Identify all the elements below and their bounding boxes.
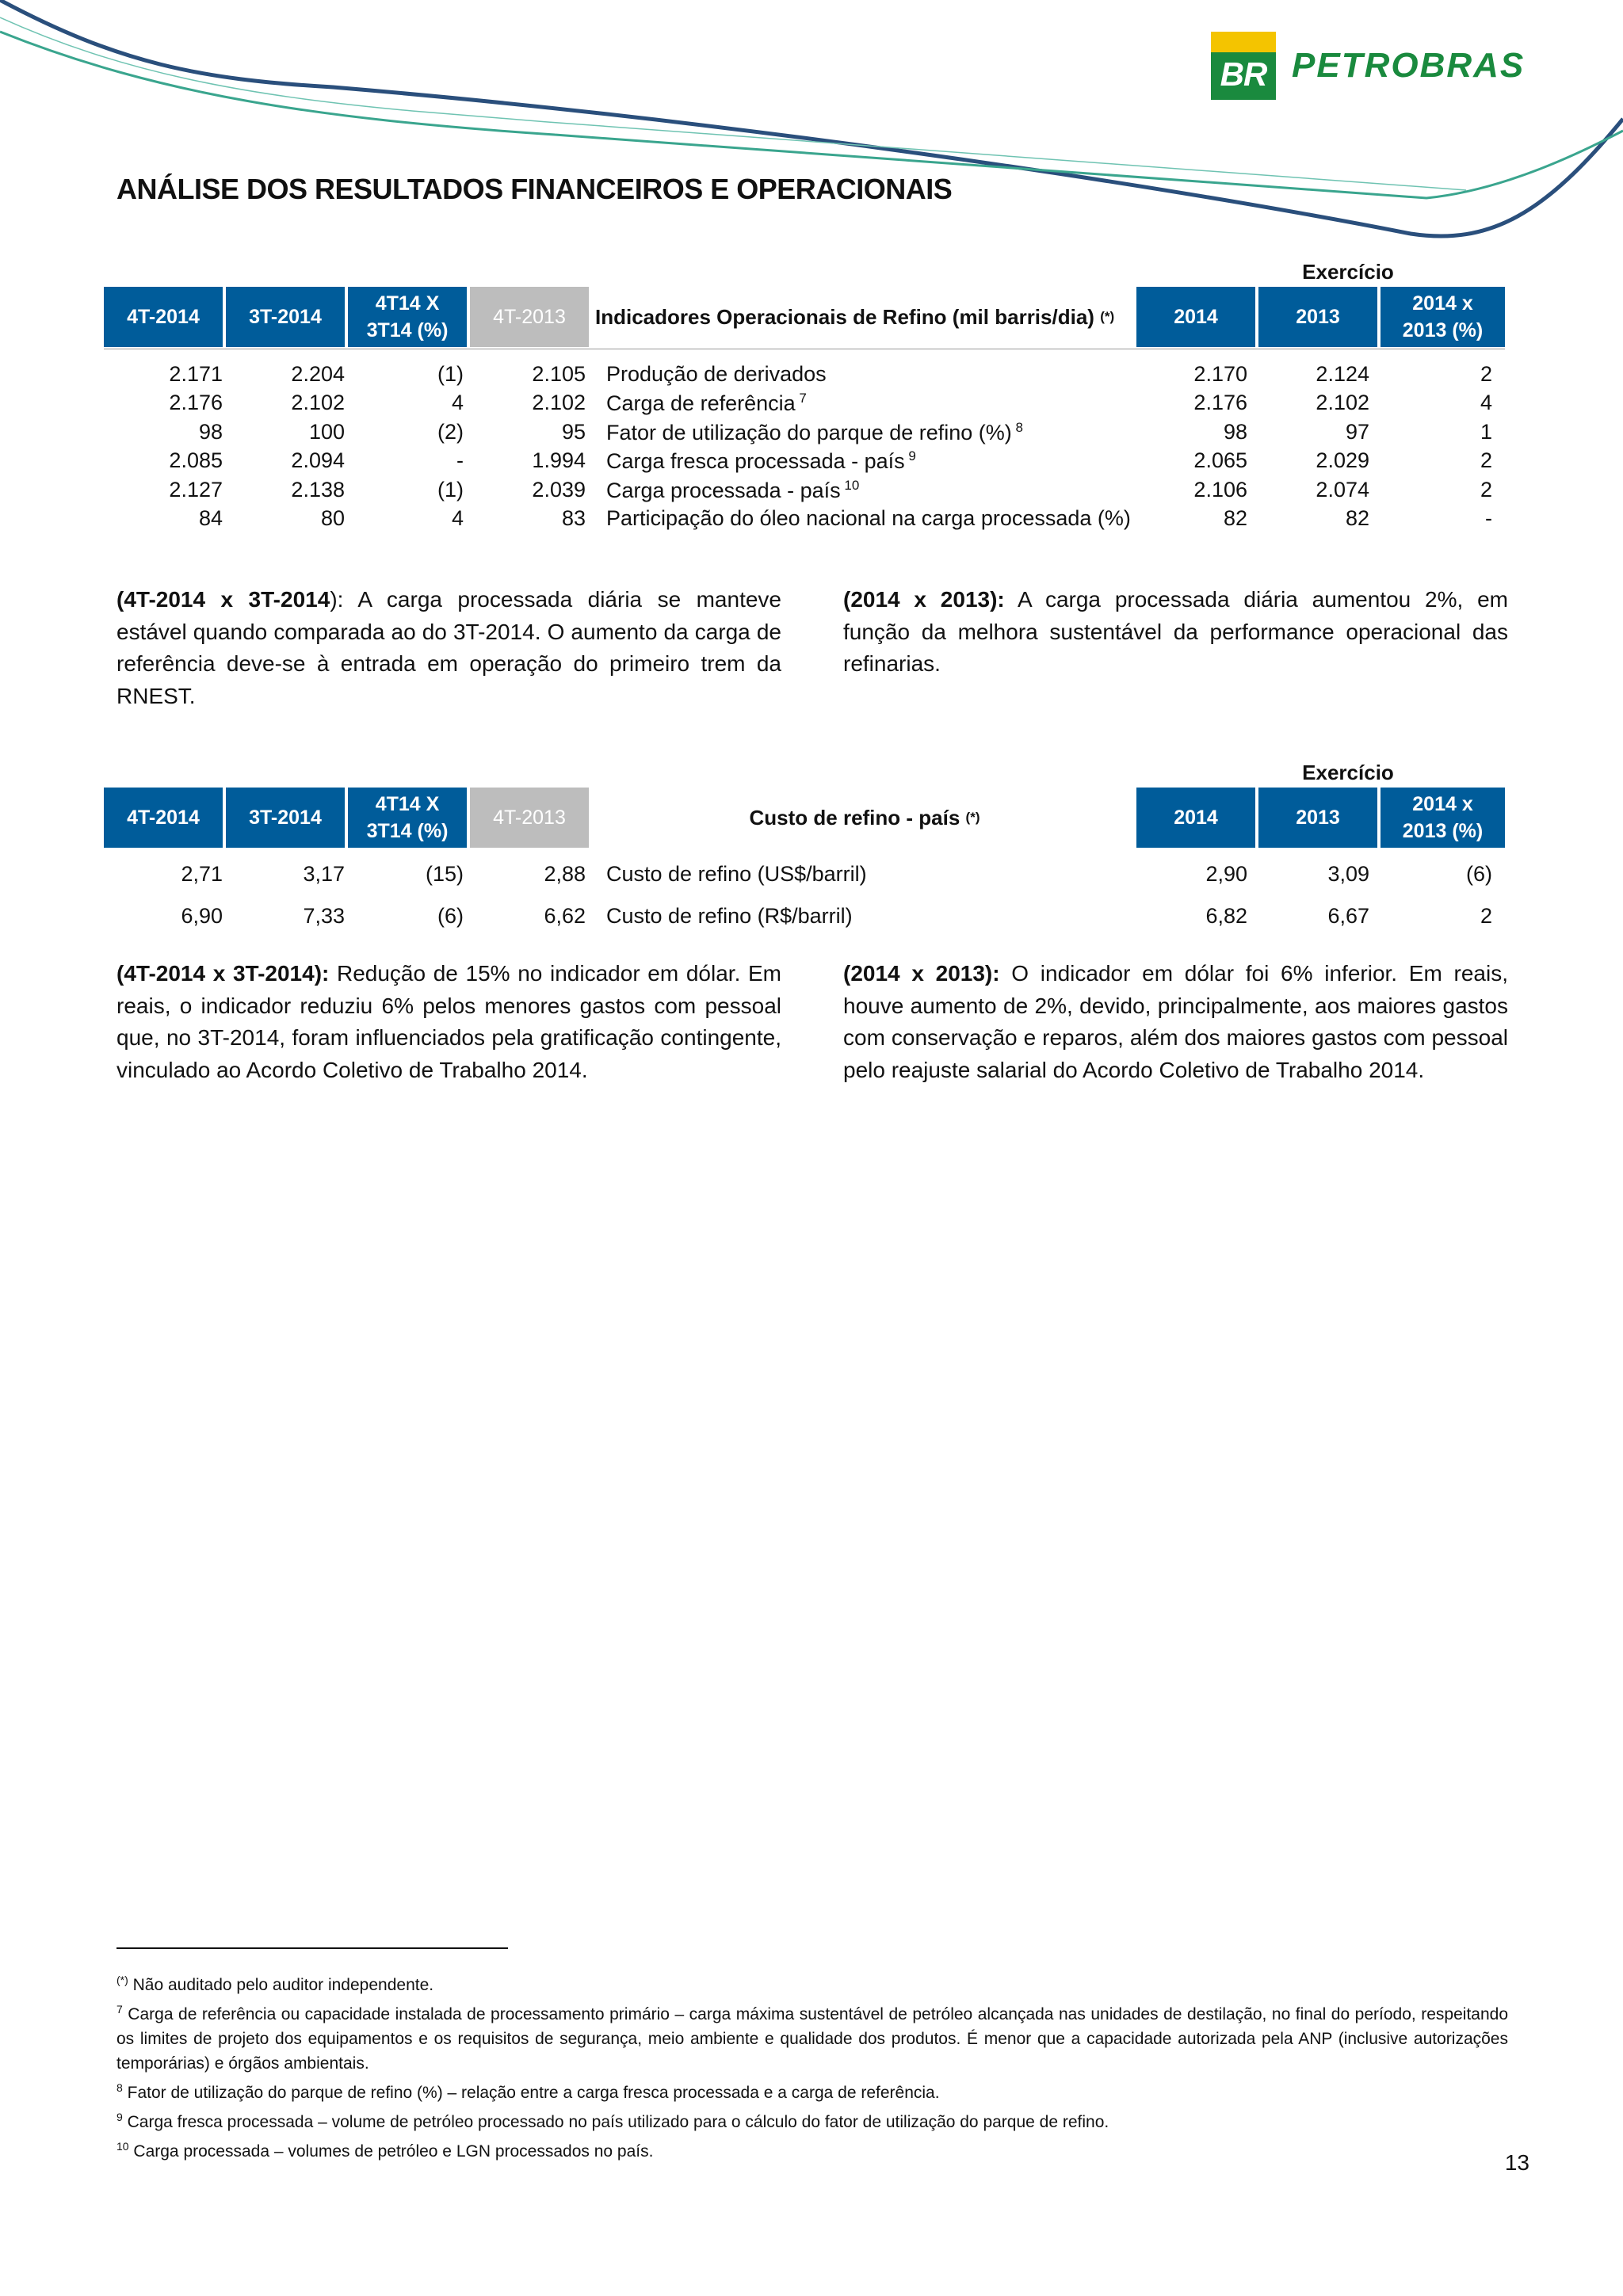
footnote-text: Carga processada – volumes de petróleo e LGN processados no país.: [128, 2142, 654, 2161]
table-cell: 2.106: [1193, 477, 1247, 502]
col-header-line1: 2014 x: [1412, 292, 1473, 315]
footnote-text: Não auditado pelo auditor independente.: [128, 1976, 434, 1994]
footnote-mark: 10: [116, 2140, 129, 2153]
table-cell: 2.176: [169, 391, 223, 415]
table-cell: 2.102: [1316, 391, 1369, 415]
row-label: Carga de referência $^7$: [606, 391, 807, 416]
col-header-line1: 4T14 X: [375, 292, 440, 315]
table-row: [104, 420, 1505, 448]
table-cell: 2.102: [532, 391, 586, 415]
table-cell: (1): [437, 362, 464, 386]
table-cell: (6): [1466, 862, 1492, 886]
table-row: [104, 391, 1505, 419]
comparison-label: (2014 x 2013):: [843, 587, 1005, 612]
table-cell: 2.074: [1316, 477, 1369, 502]
table-cell: 4: [451, 391, 464, 415]
table-cell: 6,90: [181, 904, 223, 928]
col-header-4t14-vs-3t14: [348, 788, 467, 848]
col-header-line1: 4T14 X: [375, 793, 440, 815]
refining-cost-table: [104, 761, 1505, 946]
row-label: Produção de derivados: [606, 362, 827, 386]
col-header-4t2013: 4T-2013: [470, 287, 589, 347]
row-label: Carga processada - país $^{10}$: [606, 477, 860, 502]
table-cell: 97: [1345, 419, 1369, 444]
footnote: [116, 2105, 1508, 2134]
table-cell: (2): [437, 419, 464, 444]
table-cell: 2.204: [291, 362, 345, 386]
table-body: [104, 362, 1505, 535]
br-logo-mark: [1211, 32, 1276, 100]
footnote-text: Carga de referência ou capacidade instalada de processamento primário – carga máxima sustentável de petróleo alcançada nas unidades de destilação, no final do período, respeitando os limites de projeto dos equipamentos e os requisitos de segurança, meio ambiente e qualidade dos produtos. É menor que a capacidade autorizada pela ANP (inclusive autorizações temporárias) e órgãos ambientais.: [116, 2005, 1508, 2073]
table-cell: 2: [1480, 904, 1492, 928]
petrobras-wordmark: PETROBRAS: [1292, 46, 1526, 85]
table-cell: 2.102: [291, 391, 345, 415]
table-cell: 2.094: [291, 448, 345, 473]
col-header-line2: 2013 (%): [1402, 319, 1484, 341]
table-cell: (6): [437, 904, 464, 928]
table-cell: 2.176: [1193, 391, 1247, 415]
table-title-sup: (*): [1100, 309, 1115, 324]
col-header-2013: 2013: [1258, 287, 1377, 347]
footnote-mark: 7: [116, 2003, 123, 2016]
table-cell: (1): [437, 477, 464, 502]
table-cell: 2,71: [181, 862, 223, 886]
table-cell: (15): [425, 862, 464, 886]
table-cell: 7,33: [303, 904, 345, 928]
analysis-text: A carga processada diária aumentou 2%, em função da melhora sustentável da performance operacional das refinarias.: [843, 587, 1508, 676]
table-body: [104, 862, 1505, 946]
footnote-text: Fator de utilização do parque de refino (%) – relação entre a carga fresca processada e a carga de referência.: [122, 2084, 940, 2102]
table-cell: 2.065: [1193, 448, 1247, 473]
table-cell: 2: [1480, 448, 1492, 473]
table-row: [104, 478, 1505, 506]
col-header-4t2014: 4T-2014: [104, 287, 223, 347]
footnote-ref: 7: [795, 391, 807, 406]
table-cell: 6,67: [1327, 904, 1369, 928]
col-header-2014-vs-2013: [1381, 287, 1505, 347]
table-cell: -: [1485, 505, 1492, 530]
row-label: Carga fresca processada - país $^9$: [606, 448, 916, 474]
table-cell: -: [456, 448, 464, 473]
analysis-text: Redução de 15% no indicador em dólar. Em reais, o indicador reduziu 6% pelos menores gastos com pessoal que, no 3T-2014, foram influenciados pela gratificação contingente, vinculado ao Acordo Coletivo de Trabalho 2014.: [116, 961, 781, 1082]
footnote: [116, 2076, 1508, 2105]
comparison-label: (4T-2014 x 3T-2014):: [116, 961, 330, 986]
page-title: ANÁLISE DOS RESULTADOS FINANCEIROS E OPERACIONAIS: [116, 173, 953, 205]
col-header-line2: 3T14 (%): [366, 319, 449, 341]
table-cell: 95: [561, 419, 586, 444]
table-cell: 83: [561, 505, 586, 530]
col-header-3t2014: 3T-2014: [226, 287, 345, 347]
footnotes: [116, 1968, 1508, 2164]
row-label: Participação do óleo nacional na carga processada (%): [606, 505, 1131, 530]
refining-indicators-table: [104, 260, 1505, 535]
col-header-3t2014: 3T-2014: [226, 788, 345, 848]
table-cell: 2.171: [169, 362, 223, 386]
table-cell: 84: [198, 505, 223, 530]
col-header-4t2013: 4T-2013: [470, 788, 589, 848]
petrobras-logo: [1211, 32, 1525, 100]
comparison-label: (2014 x 2013):: [843, 961, 1000, 986]
exercicio-label: Exercício: [1302, 260, 1394, 284]
table-cell: 2.124: [1316, 362, 1369, 386]
col-header-2014: 2014: [1136, 788, 1255, 848]
table-title-header: [595, 788, 1134, 848]
analysis-year-cost: [843, 958, 1508, 1086]
footnote-text: Carga fresca processada – volume de petróleo processado no país utilizado para o cálculo do fator de utilização do parque de refino.: [122, 2113, 1109, 2131]
footnote-ref: 8: [1011, 419, 1023, 435]
table-row: [104, 904, 1505, 946]
col-header-2013: 2013: [1258, 788, 1377, 848]
footnote: [116, 1968, 1508, 1997]
comparison-label: (4T-2014 x 3T-2014: [116, 587, 330, 612]
table-cell: 2.039: [532, 477, 586, 502]
br-logo-text: BR: [1220, 55, 1267, 93]
table-cell: 2.127: [169, 477, 223, 502]
col-header-4t2014: 4T-2014: [104, 788, 223, 848]
table-cell: 2,88: [544, 862, 586, 886]
table-cell: 2,90: [1205, 862, 1247, 886]
table-cell: 82: [1345, 505, 1369, 530]
table-cell: 98: [1223, 419, 1247, 444]
row-label: Custo de refino (R$/barril): [606, 904, 853, 928]
table-row: [104, 506, 1505, 535]
page-number: 13: [1504, 2150, 1529, 2175]
footnote-ref: 10: [840, 477, 860, 493]
table-cell: 6,62: [544, 904, 586, 928]
footnote: [116, 1997, 1508, 2076]
table-cell: 2.105: [532, 362, 586, 386]
analysis-text: ): A carga processada diária se manteve estável quando comparada ao do 3T-2014. O aumento da carga de referência deve-se à entrada em operação do primeiro trem da RNEST.: [116, 587, 781, 708]
table-cell: 82: [1223, 505, 1247, 530]
footnote-mark: 8: [116, 2081, 123, 2094]
table-cell: 4: [1480, 391, 1492, 415]
footnote-divider: [116, 1947, 508, 1949]
table-cell: 2.138: [291, 477, 345, 502]
exercicio-label: Exercício: [1302, 761, 1394, 784]
analysis-text: O indicador em dólar foi 6% inferior. Em reais, houve aumento de 2%, devido, principalmente, aos maiores gastos com conservação e reparos, além dos maiores gastos com pessoal pelo reajuste salarial do Acordo Coletivo de Trabalho 2014.: [843, 961, 1508, 1082]
table-cell: 3,17: [303, 862, 345, 886]
col-header-2014: 2014: [1136, 287, 1255, 347]
footnote-mark: (*): [116, 1974, 128, 1986]
table-cell: 100: [308, 419, 345, 444]
analysis-quarter-cost: [116, 958, 781, 1086]
table-cell: 2.170: [1193, 362, 1247, 386]
table-row: [104, 362, 1505, 391]
table-header: [104, 260, 1505, 349]
footnote: [116, 2134, 1508, 2164]
table-cell: 98: [198, 419, 223, 444]
analysis-year-refining: [843, 584, 1508, 681]
row-label: Fator de utilização do parque de refino (%) $^8$: [606, 419, 1023, 444]
footnote-ref: 9: [904, 448, 916, 464]
col-header-line2: 3T14 (%): [366, 820, 449, 842]
col-header-2014-vs-2013: [1381, 788, 1505, 848]
table-cell: 2.029: [1316, 448, 1369, 473]
table-cell: 2: [1480, 477, 1492, 502]
table-cell: 4: [451, 505, 464, 530]
table-cell: 3,09: [1327, 862, 1369, 886]
table-title-sup: (*): [965, 810, 980, 825]
table-title-header: [595, 287, 1229, 347]
footnote-mark: 9: [116, 2111, 123, 2123]
table-cell: 1: [1480, 419, 1492, 444]
table-cell: 2: [1480, 362, 1492, 386]
col-header-4t14-vs-3t14: [348, 287, 467, 347]
table-cell: 6,82: [1205, 904, 1247, 928]
col-header-line2: 2013 (%): [1402, 820, 1484, 842]
analysis-quarter-refining: [116, 584, 781, 712]
table-title-text: Custo de refino - país: [749, 806, 960, 830]
row-label: Custo de refino (US$/barril): [606, 862, 867, 886]
table-cell: 2.085: [169, 448, 223, 473]
table-title-text: Indicadores Operacionais de Refino (mil barris/dia): [595, 305, 1094, 329]
table-cell: 80: [320, 505, 345, 530]
table-row: [104, 448, 1505, 477]
table-cell: 1.994: [532, 448, 586, 473]
table-row: [104, 862, 1505, 904]
col-header-line1: 2014 x: [1412, 793, 1473, 815]
table-header: [104, 761, 1505, 849]
